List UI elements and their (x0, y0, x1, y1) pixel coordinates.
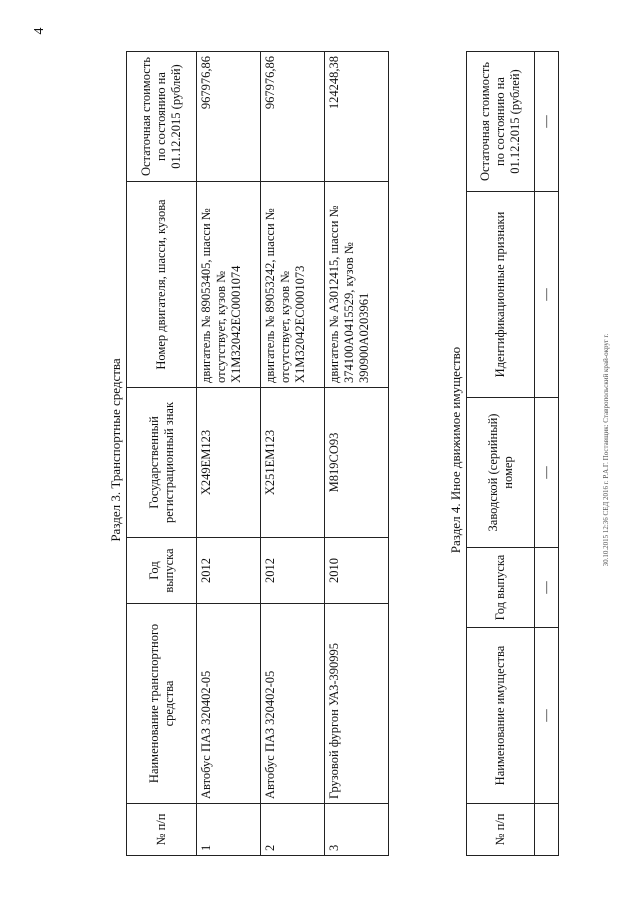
col-header-serial: Заводской (серийный) номер (467, 398, 535, 548)
cell-plate: М819СО93 (325, 388, 389, 538)
table-row (325, 52, 389, 856)
cell-name: Автобус ПАЗ 320402-05 (197, 604, 261, 804)
cell-num: 3 (325, 804, 389, 856)
col-header-num: № п/п (467, 804, 535, 856)
page-number: 4 (32, 27, 47, 35)
cell-name: Грузовой фургон УАЗ-390995 (325, 604, 389, 804)
col-header-ident: Идентификационные признаки (467, 192, 535, 398)
cell-plate: Х249ЕМ123 (197, 388, 261, 538)
cell-plate: Х251ЕМ123 (261, 388, 325, 538)
cell-engine: двигатель № 89053242, шасси № отсутствует, кузов № Х1М32042ЕС0001073 (261, 182, 325, 388)
cell-value: 124248,38 (325, 52, 389, 182)
cell-serial: — (535, 398, 559, 548)
table-header-row (467, 52, 535, 856)
cell-year: 2012 (197, 538, 261, 604)
table-row (197, 52, 261, 856)
table-row (535, 52, 559, 856)
col-header-year: Год выпуска (467, 548, 535, 628)
cell-name: Автобус ПАЗ 320402-05 (261, 604, 325, 804)
col-header-name: Наименование транспортного средства (127, 604, 197, 804)
cell-engine: двигатель № А3012415, шасси № 374100А0415529, кузов № 390900А0203961 (325, 182, 389, 388)
document-sheet (30, 27, 610, 870)
cell-num: 2 (261, 804, 325, 856)
cell-num (535, 804, 559, 856)
col-header-value: Остаточная стоимость по состоянию на 01.12.2015 (рублей) (127, 52, 197, 182)
cell-engine: двигатель № 89053405, шасси № отсутствует, кузов № Х1М32042ЕС0001074 (197, 182, 261, 388)
cell-value: 967976,86 (261, 52, 325, 182)
cell-year: — (535, 548, 559, 628)
col-header-year: Год выпуска (127, 538, 197, 604)
col-header-value: Остаточная стоимость по состоянию на 01.12.2015 (рублей) (467, 52, 535, 192)
col-header-name: Наименование имущества (467, 628, 535, 804)
cell-value: 967976,86 (197, 52, 261, 182)
document-stamp: 30.10.2015 12:36 СЕД 2016 г. Р.А.Г. Поставщик: Ставропольский край-округ г. (602, 333, 610, 567)
transport-table (126, 51, 389, 856)
cell-name: — (535, 628, 559, 804)
cell-ident: — (535, 192, 559, 398)
section3-title: Раздел 3. Транспортные средства (108, 358, 123, 542)
section4-title: Раздел 4. Иное движимое имущество (448, 346, 463, 554)
col-header-num: № п/п (127, 804, 197, 856)
cell-value: — (535, 52, 559, 192)
col-header-plate: Государственный регистрационный знак (127, 388, 197, 538)
movable-property-table (466, 51, 559, 856)
table-header-row (127, 52, 197, 856)
cell-num: 1 (197, 804, 261, 856)
col-header-engine: Номер двигателя, шасси, кузова (127, 182, 197, 388)
cell-year: 2012 (261, 538, 325, 604)
table-row (261, 52, 325, 856)
cell-year: 2010 (325, 538, 389, 604)
